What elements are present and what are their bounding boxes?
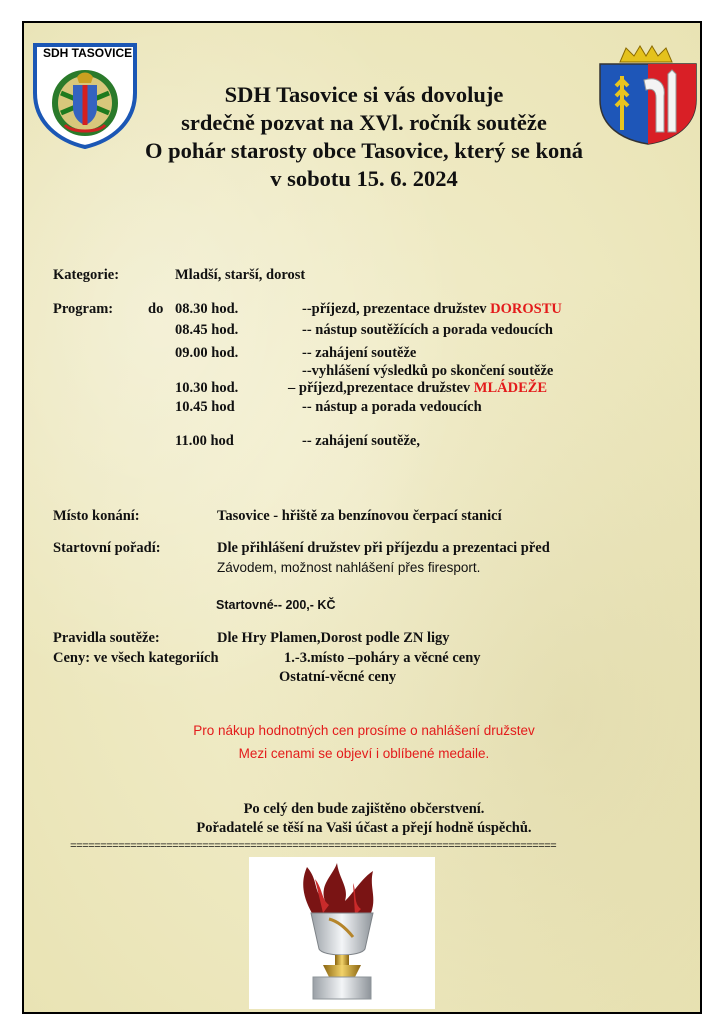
start-order-label: Startovní pořadí: bbox=[53, 540, 161, 556]
program-prefix: do bbox=[148, 301, 164, 317]
program-desc-5: – příjezd,prezentace družstev MLÁDEŽE bbox=[288, 380, 548, 396]
rules-label: Pravidla soutěže: bbox=[53, 630, 160, 646]
category-label: Kategorie: bbox=[53, 267, 120, 283]
start-order-line-2: Závodem, možnost nahlášení přes firesport. bbox=[217, 560, 481, 575]
invitation-poster bbox=[22, 21, 702, 1014]
program-time-3: 09.00 hod. bbox=[175, 345, 239, 361]
entry-fee: Startovné-- 200,- KČ bbox=[216, 598, 336, 612]
program-label: Program: bbox=[53, 301, 114, 317]
program-desc-7: -- zahájení soutěže, bbox=[302, 433, 420, 449]
prizes-label: Ceny: ve všech kategoriích bbox=[53, 650, 219, 666]
program-desc-3: -- zahájení soutěže bbox=[302, 345, 417, 361]
venue-label: Místo konání: bbox=[53, 508, 140, 524]
title-line-2: srdečně pozvat na XVl. ročník soutěže bbox=[181, 110, 547, 135]
program-time-1: 08.30 hod. bbox=[175, 301, 239, 317]
footer-line-1: Po celý den bude zajištěno občerstvení. bbox=[243, 801, 485, 817]
flame-trophy-icon bbox=[249, 857, 435, 1009]
prizes-line-1: 1.-3.místo –poháry a věcné ceny bbox=[284, 650, 481, 666]
rules-value: Dle Hry Plamen,Dorost podle ZN ligy bbox=[217, 630, 450, 646]
program-time-7: 11.00 hod bbox=[175, 433, 234, 449]
title-line-4: v sobotu 15. 6. 2024 bbox=[270, 166, 458, 191]
footer-line-2: Pořadatelé se těší na Vaši účast a přejí hodně úspěchů. bbox=[196, 820, 532, 836]
program-desc-6: -- nástup a porada vedoucích bbox=[302, 399, 482, 415]
program-time-6: 10.45 hod bbox=[175, 399, 235, 415]
category-value: Mladší, starší, dorost bbox=[175, 267, 306, 283]
program-time-2: 08.45 hod. bbox=[175, 322, 239, 338]
logo-text: SDH TASOVICE bbox=[43, 46, 133, 60]
notice-line-1: Pro nákup hodnotných cen prosíme o nahlášení družstev bbox=[193, 723, 535, 738]
title-line-1: SDH Tasovice si vás dovoluje bbox=[224, 82, 504, 107]
program-desc-4: --vyhlášení výsledků po skončení soutěže bbox=[302, 363, 554, 379]
venue-value: Tasovice - hřiště za benzínovou čerpací stanicí bbox=[217, 508, 502, 524]
prizes-line-2: Ostatní-věcné ceny bbox=[279, 669, 397, 685]
program-desc-2: -- nástup soutěžících a porada vedoucích bbox=[302, 322, 553, 338]
trophy-image bbox=[249, 857, 435, 1009]
start-order-line-1: Dle přihlášení družstev při příjezdu a prezentaci před bbox=[217, 540, 550, 556]
mladez-highlight: MLÁDEŽE bbox=[473, 380, 548, 396]
invitation-title bbox=[94, 81, 634, 193]
dorost-highlight: DOROSTU bbox=[490, 301, 562, 317]
title-line-3: O pohár starosty obce Tasovice, který se koná bbox=[145, 138, 583, 163]
notice-line-2: Mezi cenami se objeví i oblíbené medaile. bbox=[238, 746, 490, 761]
program-desc-1: --příjezd, prezentace družstev DOROSTU bbox=[302, 301, 562, 317]
program-time-5: 10.30 hod. bbox=[175, 380, 239, 396]
separator-line: ================================================================================= bbox=[70, 841, 557, 853]
